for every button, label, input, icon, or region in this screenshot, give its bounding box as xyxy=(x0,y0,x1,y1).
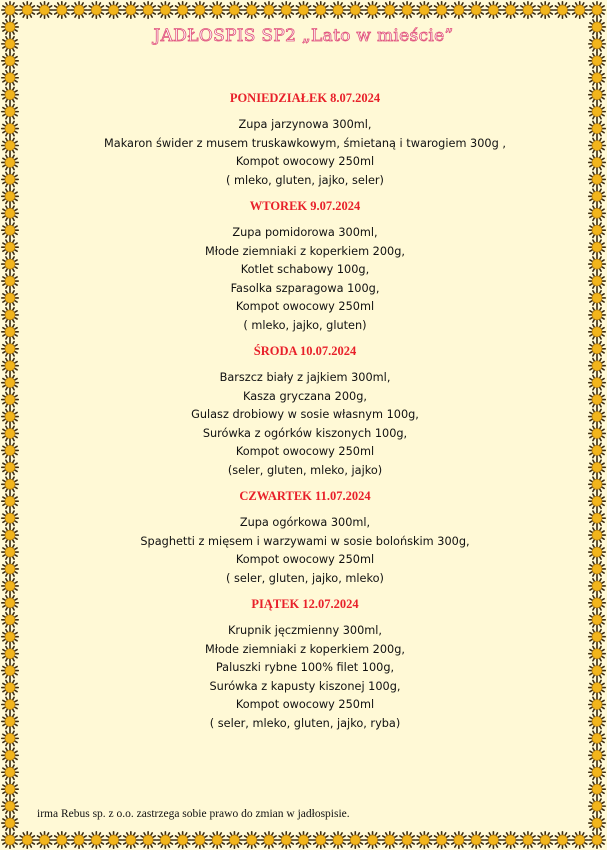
day-section-thursday xyxy=(40,489,570,588)
sun-icon xyxy=(2,425,18,441)
sun-icon xyxy=(589,578,605,594)
dish-item: Zupa pomidorowa 300ml, xyxy=(232,226,378,239)
sun-icon xyxy=(123,2,139,18)
sun-icon xyxy=(589,730,605,746)
footer-note: irma Rebus sp. z o.o. zastrzega sobie prawo do zmian w jadłospisie. xyxy=(37,808,350,820)
sun-icon xyxy=(2,53,18,69)
sun-icon xyxy=(589,341,605,357)
sun-icon xyxy=(589,832,605,848)
sun-icon xyxy=(589,561,605,577)
sun-icon xyxy=(572,832,588,848)
sun-icon xyxy=(589,493,605,509)
sun-icon xyxy=(140,2,156,18)
sun-icon xyxy=(399,832,415,848)
sun-icon xyxy=(451,832,467,848)
dish-item: Zupa jarzynowa 300ml, xyxy=(238,118,372,131)
page-title: JADŁOSPIS SP2 „Lato w mieście” xyxy=(153,26,454,46)
sun-icon xyxy=(502,2,518,18)
allergens: ( mleko, gluten, jajko, seler) xyxy=(226,173,384,187)
sun-icon xyxy=(105,832,121,848)
sun-icon xyxy=(589,459,605,475)
sun-icon xyxy=(589,273,605,289)
sun-icon xyxy=(2,154,18,170)
sun-icon xyxy=(2,696,18,712)
sun-icon xyxy=(2,679,18,695)
sun-icon xyxy=(399,2,415,18)
sun-icon xyxy=(589,374,605,390)
day-heading: PIĄTEK 12.07.2024 xyxy=(251,597,359,611)
sun-icon xyxy=(54,2,70,18)
allergens: ( mleko, jajko, gluten) xyxy=(243,318,367,332)
sun-icon xyxy=(589,713,605,729)
sun-icon xyxy=(2,781,18,797)
sun-icon xyxy=(192,2,208,18)
sun-icon xyxy=(2,120,18,136)
sun-icon xyxy=(123,832,139,848)
dish-item: Spaghetti z mięsem i warzywami w sosie bolońskim 300g, xyxy=(140,534,470,548)
sun-icon xyxy=(2,764,18,780)
sun-icon xyxy=(2,408,18,424)
sun-icon xyxy=(2,713,18,729)
sun-icon xyxy=(589,70,605,86)
sun-icon xyxy=(589,527,605,543)
sun-icon xyxy=(2,442,18,458)
sun-icon xyxy=(174,2,190,18)
sun-icon xyxy=(2,730,18,746)
sun-icon xyxy=(2,493,18,509)
allergens: ( seler, mleko, gluten, jajko, ryba) xyxy=(209,716,401,730)
sun-icon xyxy=(537,2,553,18)
sun-icon xyxy=(589,629,605,645)
sun-icon xyxy=(88,832,104,848)
dish-list xyxy=(40,514,570,588)
sun-icon xyxy=(157,2,173,18)
sun-icon xyxy=(589,408,605,424)
dish-item: Kompot owocowy 250ml xyxy=(235,553,375,566)
sun-icon xyxy=(105,2,121,18)
sun-icon xyxy=(347,832,363,848)
day-section-monday xyxy=(40,91,570,190)
sun-icon xyxy=(174,832,190,848)
day-heading: CZWARTEK 11.07.2024 xyxy=(239,489,371,503)
sun-icon xyxy=(2,798,18,814)
dish-item: Barszcz biały z jajkiem 300ml, xyxy=(219,371,391,384)
sun-icon xyxy=(2,86,18,102)
dish-item: Makaron świder z musem truskawkowym, śmietaną i twarogiem 300g , xyxy=(104,136,506,150)
sun-icon xyxy=(589,696,605,712)
dish-item: Kompot owocowy 250ml xyxy=(235,445,375,458)
sun-icon xyxy=(71,832,87,848)
sun-icon xyxy=(226,2,242,18)
sun-icon xyxy=(347,2,363,18)
dish-item: Kotlet schabowy 100g, xyxy=(240,263,370,276)
dish-item: Kompot owocowy 250ml xyxy=(235,300,375,313)
sun-icon xyxy=(589,324,605,340)
dish-list xyxy=(40,369,570,480)
sun-icon xyxy=(226,832,242,848)
sun-icon xyxy=(2,595,18,611)
sun-icon xyxy=(589,137,605,153)
day-heading: WTOREK 9.07.2024 xyxy=(249,199,361,213)
sun-icon xyxy=(2,2,18,18)
sun-icon xyxy=(2,256,18,272)
sun-icon xyxy=(330,832,346,848)
dish-item: Młode ziemniaki z koperkiem 200g, xyxy=(205,642,405,656)
sun-icon xyxy=(2,527,18,543)
dish-item: Paluszki rybne 100% filet 100g, xyxy=(215,661,395,674)
sun-icon xyxy=(19,2,35,18)
sun-icon xyxy=(295,832,311,848)
sun-icon xyxy=(589,154,605,170)
sun-icon xyxy=(2,629,18,645)
sun-icon xyxy=(589,442,605,458)
sun-icon xyxy=(364,2,380,18)
sun-icon xyxy=(589,358,605,374)
sun-icon xyxy=(2,205,18,221)
sun-icon xyxy=(416,2,432,18)
sun-icon xyxy=(19,832,35,848)
sun-icon xyxy=(192,832,208,848)
dish-item: Kasza gryczana 200g, xyxy=(242,389,368,403)
sun-icon xyxy=(589,476,605,492)
sun-icon xyxy=(589,645,605,661)
sun-icon xyxy=(520,832,536,848)
dish-item: Krupnik jęczmienny 300ml, xyxy=(227,624,383,637)
sun-icon xyxy=(589,544,605,560)
sun-icon xyxy=(502,832,518,848)
sun-icon xyxy=(2,239,18,255)
sun-icon xyxy=(364,832,380,848)
sun-icon xyxy=(589,747,605,763)
sun-icon xyxy=(2,188,18,204)
sun-icon xyxy=(589,679,605,695)
sun-icon xyxy=(2,222,18,238)
sun-icon xyxy=(589,103,605,119)
sun-icon xyxy=(157,832,173,848)
sun-icon xyxy=(554,832,570,848)
sun-icon xyxy=(2,815,18,831)
sun-icon xyxy=(589,798,605,814)
dish-item: Surówka z kapusty kiszonej 100g, xyxy=(209,679,401,693)
sun-icon xyxy=(2,273,18,289)
dish-item: Zupa ogórkowa 300ml, xyxy=(239,516,371,529)
sun-icon xyxy=(589,53,605,69)
day-section-wednesday xyxy=(40,344,570,480)
sun-icon xyxy=(589,307,605,323)
dish-list xyxy=(40,116,570,190)
sun-icon xyxy=(2,561,18,577)
sun-icon xyxy=(589,2,605,18)
dish-list xyxy=(40,224,570,335)
menu-content xyxy=(40,91,570,742)
sun-icon xyxy=(589,595,605,611)
sun-icon xyxy=(2,290,18,306)
sun-icon xyxy=(589,239,605,255)
sun-icon xyxy=(2,171,18,187)
sun-icon xyxy=(589,781,605,797)
sun-icon xyxy=(2,391,18,407)
sun-icon xyxy=(2,747,18,763)
day-heading: PONIEDZIAŁEK 8.07.2024 xyxy=(229,91,381,105)
day-section-tuesday xyxy=(40,199,570,335)
sun-icon xyxy=(433,2,449,18)
sun-icon xyxy=(468,2,484,18)
sun-icon xyxy=(2,358,18,374)
dish-item: Kompot owocowy 250ml xyxy=(235,155,375,168)
sun-icon xyxy=(88,2,104,18)
sun-icon xyxy=(295,2,311,18)
dish-list xyxy=(40,622,570,733)
sun-icon xyxy=(589,662,605,678)
sun-icon xyxy=(382,2,398,18)
sun-icon xyxy=(71,2,87,18)
sun-icon xyxy=(2,544,18,560)
sun-icon xyxy=(54,832,70,848)
sun-icon xyxy=(2,459,18,475)
sun-icon xyxy=(416,832,432,848)
sun-icon xyxy=(537,832,553,848)
sun-icon xyxy=(244,832,260,848)
sun-icon xyxy=(2,307,18,323)
sun-icon xyxy=(2,374,18,390)
sun-icon xyxy=(36,2,52,18)
sun-icon xyxy=(589,815,605,831)
sun-icon xyxy=(313,832,329,848)
sun-icon xyxy=(433,832,449,848)
sun-icon xyxy=(261,832,277,848)
sun-icon xyxy=(589,425,605,441)
sun-icon xyxy=(278,2,294,18)
sun-icon xyxy=(313,2,329,18)
sun-icon xyxy=(589,764,605,780)
sun-icon xyxy=(2,510,18,526)
dish-item: Młode ziemniaki z koperkiem 200g, xyxy=(205,244,405,258)
sun-icon xyxy=(36,832,52,848)
sun-icon xyxy=(485,2,501,18)
sun-icon xyxy=(2,476,18,492)
sun-icon xyxy=(589,510,605,526)
sun-icon xyxy=(330,2,346,18)
dish-item: Gulasz drobiowy w sosie własnym 100g, xyxy=(191,408,419,421)
sun-icon xyxy=(261,2,277,18)
sun-icon xyxy=(2,103,18,119)
allergens: ( seler, gluten, jajko, mleko) xyxy=(226,571,384,585)
day-section-friday xyxy=(40,597,570,733)
sun-icon xyxy=(140,832,156,848)
sun-icon xyxy=(2,612,18,628)
sun-icon xyxy=(554,2,570,18)
sun-icon xyxy=(589,290,605,306)
sun-icon xyxy=(589,86,605,102)
sun-icon xyxy=(2,341,18,357)
sun-icon xyxy=(278,832,294,848)
sun-icon xyxy=(451,2,467,18)
sun-icon xyxy=(589,171,605,187)
sun-icon xyxy=(589,391,605,407)
sun-icon xyxy=(520,2,536,18)
allergens: (seler, gluten, mleko, jajko) xyxy=(227,463,383,477)
sun-icon xyxy=(244,2,260,18)
sun-icon xyxy=(589,188,605,204)
sun-icon xyxy=(209,832,225,848)
sun-icon xyxy=(209,2,225,18)
sun-icon xyxy=(589,256,605,272)
sun-icon xyxy=(468,832,484,848)
sun-icon xyxy=(572,2,588,18)
sun-icon xyxy=(382,832,398,848)
sun-icon xyxy=(2,137,18,153)
sun-icon xyxy=(2,324,18,340)
sun-icon xyxy=(2,645,18,661)
dish-item: Kompot owocowy 250ml xyxy=(235,698,375,711)
day-heading: ŚRODA 10.07.2024 xyxy=(253,344,357,358)
dish-item: Fasolka szparagowa 100g, xyxy=(230,281,380,295)
sun-icon xyxy=(589,612,605,628)
sun-icon xyxy=(589,120,605,136)
dish-item: Surówka z ogórków kiszonych 100g, xyxy=(202,426,408,440)
sun-icon xyxy=(589,222,605,238)
sun-icon xyxy=(2,662,18,678)
sun-icon xyxy=(589,205,605,221)
sun-icon xyxy=(2,70,18,86)
sun-icon xyxy=(2,578,18,594)
sun-icon xyxy=(485,832,501,848)
sun-icon xyxy=(2,832,18,848)
